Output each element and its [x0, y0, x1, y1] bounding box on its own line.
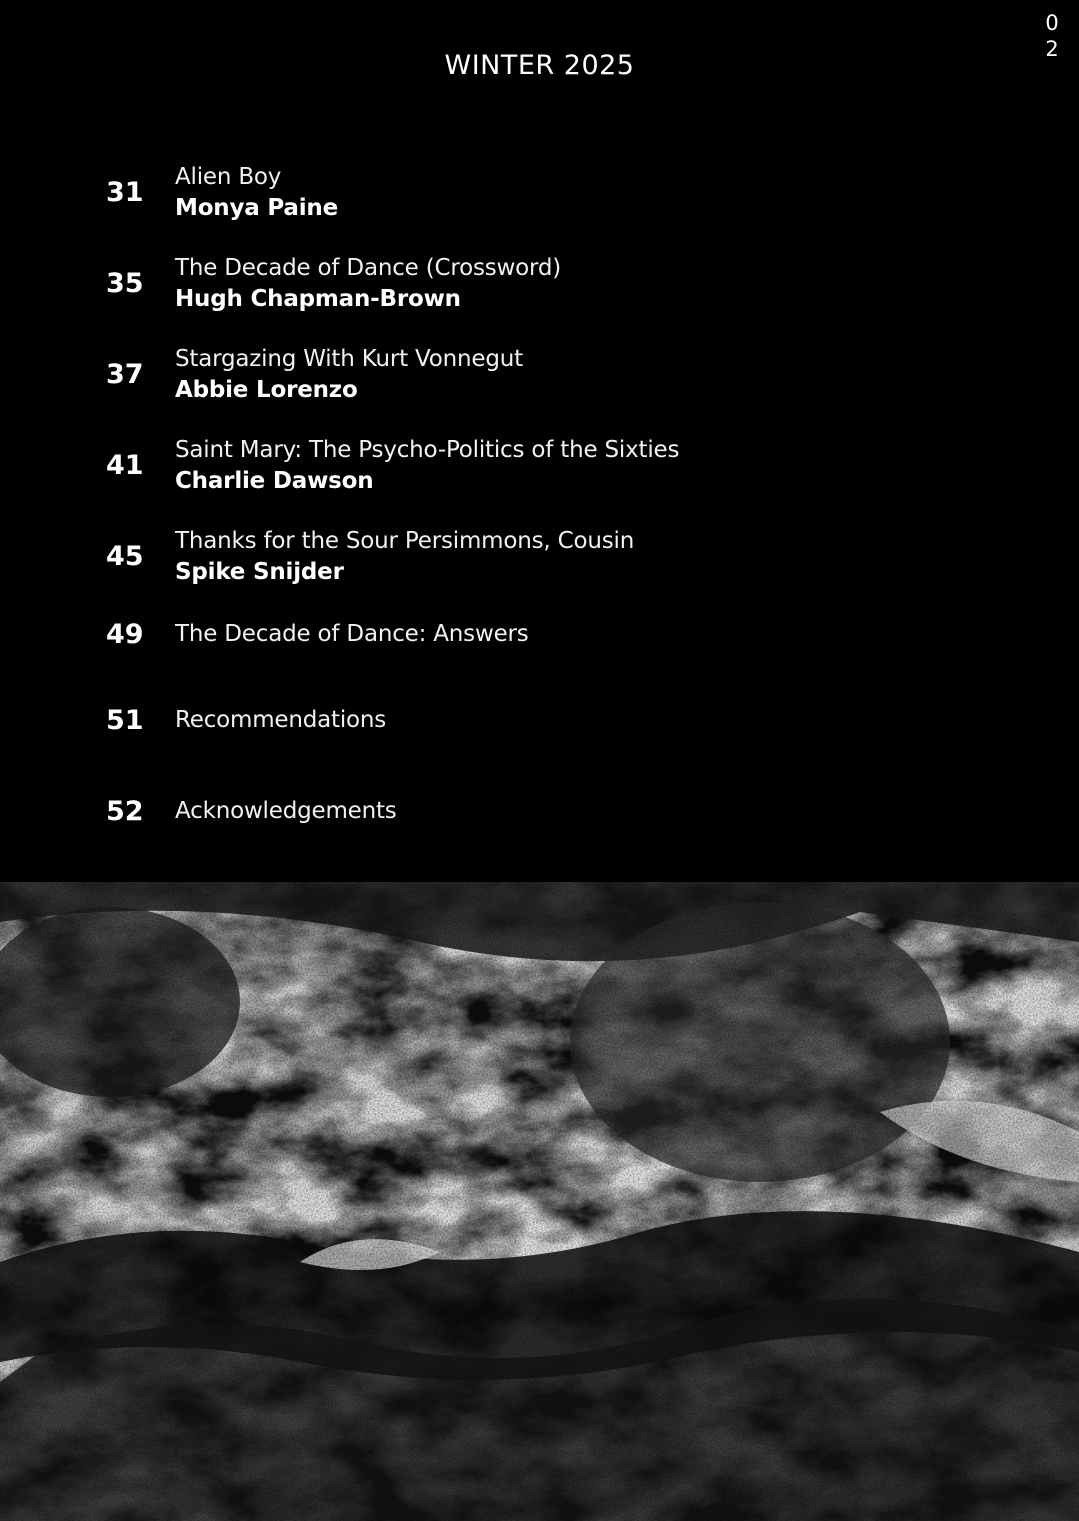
- toc-title: Saint Mary: The Psycho-Politics of the Sixties: [175, 436, 680, 463]
- toc-title: Alien Boy: [175, 163, 282, 190]
- toc-entry-acknowledgements[interactable]: [106, 789, 806, 833]
- toc-title: Acknowledgements: [175, 797, 397, 824]
- toc-entry-sour-persimmons[interactable]: [106, 521, 806, 591]
- toc-page-number: 41: [106, 449, 144, 481]
- toc-author: Monya Paine: [175, 194, 339, 221]
- toc-author: Abbie Lorenzo: [175, 376, 358, 403]
- page-number-digit-1: 0: [1045, 11, 1059, 35]
- toc-title: Thanks for the Sour Persimmons, Cousin: [175, 527, 635, 554]
- toc-author: Charlie Dawson: [175, 467, 374, 494]
- toc-page-number: 35: [106, 267, 144, 299]
- toc-title: Recommendations: [175, 706, 387, 733]
- toc-page-number: 31: [106, 176, 144, 208]
- toc-entry-recommendations[interactable]: [106, 698, 806, 742]
- toc-page-number: 51: [106, 704, 144, 736]
- toc-entry-decade-of-dance-answers[interactable]: [106, 612, 806, 656]
- toc-author: Hugh Chapman-Brown: [175, 285, 461, 312]
- toc-page-number: 45: [106, 540, 144, 572]
- toc-page-number: 52: [106, 795, 144, 827]
- toc-entry-decade-of-dance-crossword[interactable]: [106, 248, 806, 318]
- issue-title: WINTER 2025: [444, 50, 635, 81]
- toc-title: Stargazing With Kurt Vonnegut: [175, 345, 523, 372]
- page-number-digit-2: 2: [1045, 37, 1059, 61]
- toc-title: The Decade of Dance (Crossword): [175, 254, 562, 281]
- toc-entry-alien-boy[interactable]: [106, 157, 806, 227]
- toc-author: Spike Snijder: [175, 558, 344, 585]
- ink-wash-artwork: [0, 882, 1079, 1521]
- toc-page-number: 49: [106, 618, 144, 650]
- toc-entry-stargazing[interactable]: [106, 339, 806, 409]
- toc-entry-saint-mary[interactable]: [106, 430, 806, 500]
- toc-title: The Decade of Dance: Answers: [175, 620, 529, 647]
- toc-page-number: 37: [106, 358, 144, 390]
